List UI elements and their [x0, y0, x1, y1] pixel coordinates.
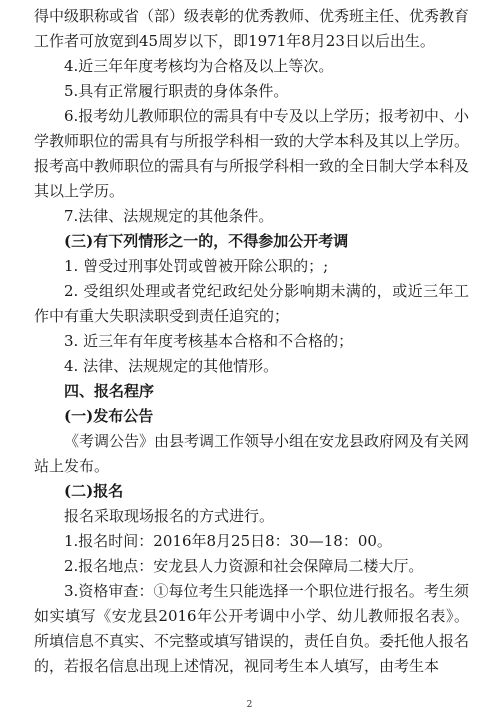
- section-heading: (二)报名: [64, 482, 124, 500]
- paragraph: 2.报名地点：安龙县人力资源和社会保障局二楼大厅。: [64, 557, 424, 575]
- paragraph: 1.报名时间：2016年8月25日8：30—18：00。: [64, 532, 392, 550]
- paragraph: 5.具有正常履行职责的身体条件。: [64, 82, 289, 100]
- section-heading: (一)发布公告: [64, 407, 154, 425]
- paragraph: 3.资格审查：①每位考生只能选择一个职位进行报名。考生须如实填写《安龙县2016年公开考调中小学、幼儿教师报名表》。所填信息不真实、不完整或填写错误的，责任自负。委托他人报名的，若报名信息出现上述情况，视同考生本人填写，由考生本: [34, 582, 470, 675]
- paragraph: 6.报考幼儿教师职位的需具有中专及以上学历；报考初中、小学教师职位的需具有与所报学科相一致的大学本科及其以上学历。报考高中教师职位的需具有与所报学科相一致的全日制大学本科及其以上学历。: [34, 107, 470, 200]
- paragraph: 《考调公告》由县考调工作领导小组在安龙县政府网及有关网站上发布。: [34, 432, 470, 475]
- page-number: 2: [246, 700, 253, 710]
- section-heading: 四、报名程序: [64, 382, 155, 400]
- paragraph: 报名采取现场报名的方式进行。: [64, 507, 275, 525]
- paragraph: 2. 受组织处理或者党纪政纪处分影响期未满的，或近三年工作中有重大失职渎职受到责任追究的；: [34, 282, 469, 325]
- paragraph: 3. 近三年有年度考核基本合格和不合格的；: [64, 332, 354, 350]
- paragraph: 7.法律、法规规定的其他条件。: [64, 207, 274, 225]
- document-body: [34, 4, 469, 679]
- paragraph: 得中级职称或省（部）级表彰的优秀教师、优秀班主任、优秀教育工作者可放宽到45周岁以下，即1971年8月23日以后出生。: [34, 7, 470, 50]
- paragraph: 1. 曾受过刑事处罚或曾被开除公职的；;: [64, 257, 329, 275]
- section-heading: (三)有下列情形之一的，不得参加公开考调: [64, 232, 349, 250]
- paragraph: 4.近三年年度考核均为合格及以上等次。: [64, 57, 334, 75]
- paragraph: 4. 法律、法规规定的其他情形。: [64, 357, 279, 375]
